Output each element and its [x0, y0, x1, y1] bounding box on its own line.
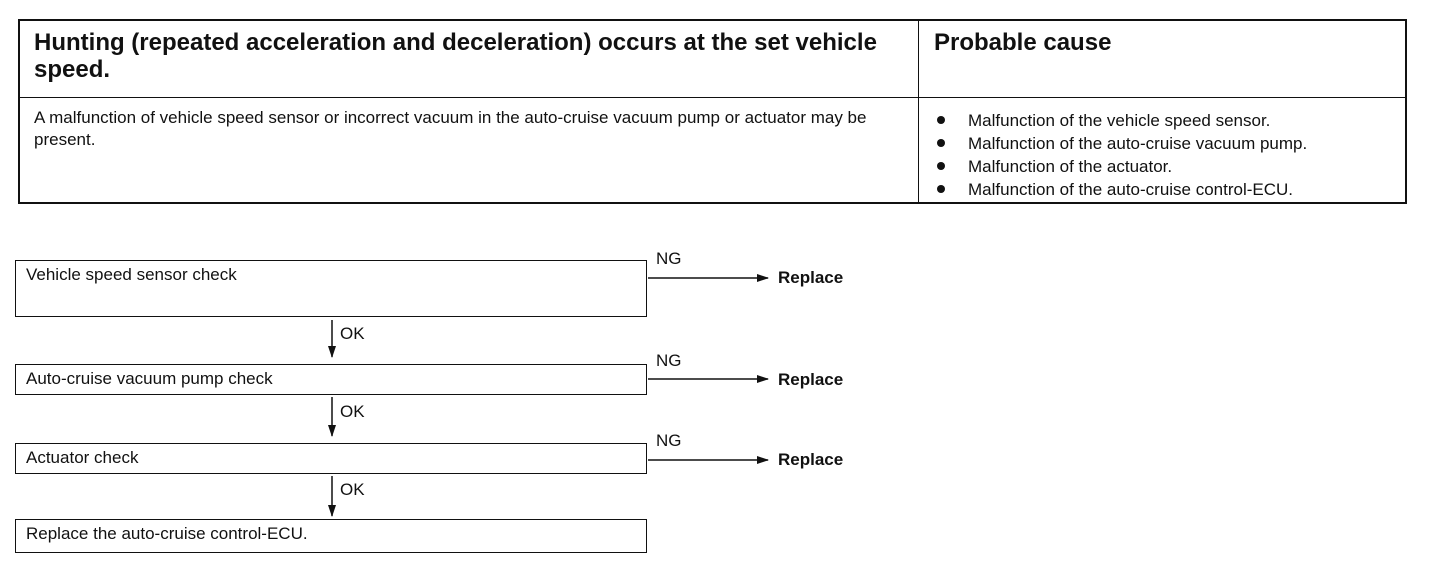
probable-cause-heading: Probable cause — [934, 29, 1112, 56]
cause-item: Malfunction of the actuator. — [934, 155, 1307, 178]
replace-label: Replace — [778, 370, 844, 389]
cause-item: Malfunction of the vehicle speed sensor. — [934, 109, 1307, 132]
ng-label: NG — [656, 351, 682, 370]
ok-label: OK — [340, 402, 365, 421]
ng-label: NG — [656, 249, 682, 268]
replace-label: Replace — [778, 450, 844, 469]
ok-label: OK — [340, 480, 365, 499]
cause-item: Malfunction of the auto-cruise control-ECU. — [934, 178, 1307, 201]
symptom-heading: Hunting (repeated acceleration and deceleration) occurs at the set vehicle speed. — [34, 29, 877, 83]
step-vacuum-pump-check: Auto-cruise vacuum pump check — [15, 364, 647, 395]
symptom-description: A malfunction of vehicle speed sensor or incorrect vacuum in the auto-cruise vacuum pump or actuator may be present. — [34, 108, 867, 149]
ok-label: OK — [340, 324, 365, 343]
cause-item: Malfunction of the auto-cruise vacuum pump. — [934, 132, 1307, 155]
replace-label: Replace — [778, 268, 844, 287]
step-actuator-check: Actuator check — [15, 443, 647, 474]
step-replace-ecu: Replace the auto-cruise control-ECU. — [15, 519, 647, 553]
ng-label: NG — [656, 431, 682, 450]
step-vehicle-speed-sensor-check: Vehicle speed sensor check — [15, 260, 647, 317]
